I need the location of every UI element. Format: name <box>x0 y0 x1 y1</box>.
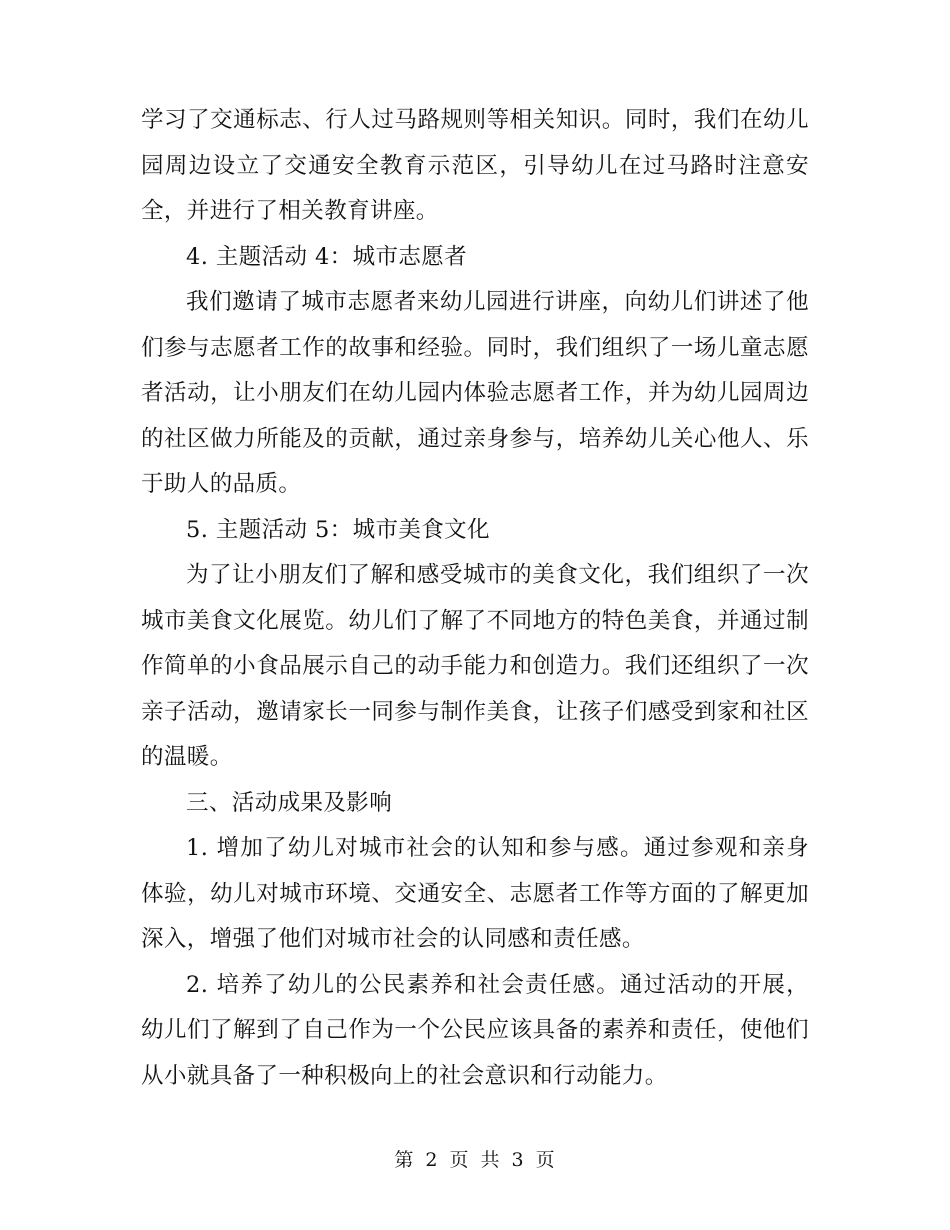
paragraph-result-1: 1. 增加了幼儿对城市社会的认知和参与感。通过参观和亲身体验，幼儿对城市环境、交通安全、志愿者工作等方面的了解更加深入，增强了他们对城市社会的认同感和责任感。 <box>141 835 809 952</box>
paragraph-activity-5: 为了让小朋友们了解和感受城市的美食文化，我们组织了一次城市美食文化展览。幼儿们了解了不同地方的特色美食，并通过制作简单的小食品展示自己的动手能力和创造力。我们还组织了一次亲子活动，邀请家长一同参与制作美食，让孩子们感受到家和社区的温暖。 <box>141 562 809 770</box>
document-body <box>141 98 809 1099</box>
paragraph-traffic-safety-continued: 学习了交通标志、行人过马路规则等相关知识。同时，我们在幼儿园周边设立了交通安全教育示范区，引导幼儿在过马路时注意安全，并进行了相关教育讲座。 <box>141 107 809 224</box>
heading-activity-4: 4. 主题活动 4：城市志愿者 <box>186 243 468 270</box>
paragraph-result-2: 2. 培养了幼儿的公民素养和社会责任感。通过活动的开展，幼儿们了解到了自己作为一个公民应该具备的素养和责任，使他们从小就具备了一种积极向上的社会意识和行动能力。 <box>141 971 809 1089</box>
paragraph-activity-4: 我们邀请了城市志愿者来幼儿园进行讲座，向幼儿们讲述了他们参与志愿者工作的故事和经验。同时，我们组织了一场儿童志愿者活动，让小朋友们在幼儿园内体验志愿者工作，并为幼儿园周边的社区做力所能及的贡献，通过亲身参与，培养幼儿关心他人、乐于助人的品质。 <box>141 289 809 497</box>
page-number-footer: 第 2 页 共 3 页 <box>394 1149 556 1171</box>
heading-activity-5: 5. 主题活动 5：城市美食文化 <box>186 516 490 543</box>
heading-section-3: 三、活动成果及影响 <box>186 789 393 816</box>
